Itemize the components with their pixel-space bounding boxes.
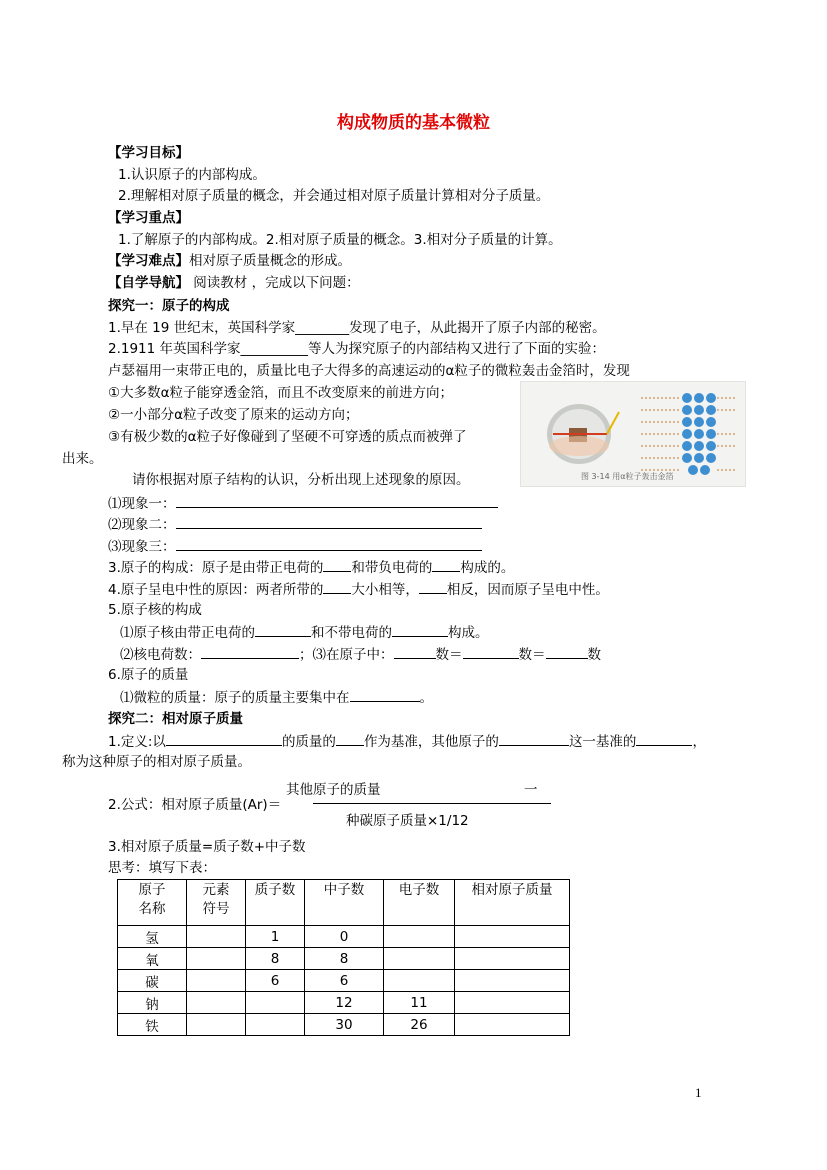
table-cell: 26	[384, 1014, 455, 1036]
key-points-heading: 【学习重点】	[108, 210, 189, 226]
answer-blank[interactable]	[636, 731, 692, 746]
phenomenon-3: ⑶现象三：	[108, 536, 482, 557]
answer-blank[interactable]	[176, 536, 482, 551]
observation-3-end: 出来。	[62, 451, 103, 467]
table-cell: 0	[305, 926, 384, 948]
answer-blank[interactable]	[336, 731, 364, 746]
answer-blank[interactable]	[499, 731, 569, 746]
answer-blank[interactable]	[546, 644, 588, 659]
table-row	[118, 970, 570, 992]
observation-2: ②一小部分α粒子改变了原来的运动方向；	[108, 407, 359, 423]
table-cell: 氢	[118, 926, 187, 948]
table-cell[interactable]	[384, 970, 455, 992]
table-cell[interactable]	[187, 970, 246, 992]
table-cell: 铁	[118, 1014, 187, 1036]
table-row	[118, 926, 570, 948]
answer-blank[interactable]	[166, 731, 282, 746]
table-cell[interactable]	[455, 992, 570, 1014]
table-cell: 6	[246, 970, 305, 992]
table-cell[interactable]	[187, 926, 246, 948]
analyze-prompt: 请你根据对原子结构的认识，分析出现上述现象的原因。	[132, 472, 470, 488]
phenomenon-1: ⑴现象一：	[108, 493, 498, 514]
figure-caption: 图 3-14 用α粒子轰击金箔	[581, 472, 674, 481]
table-cell: 30	[305, 1014, 384, 1036]
page-number: 1	[695, 1085, 702, 1100]
question-2-experiment: 卢瑟福用一束带正电的，质量比电子大得多的高速运动的α粒子的微粒轰击金箔时，发现	[108, 363, 630, 379]
answer-blank[interactable]	[419, 579, 447, 594]
observation-3: ③有极少数的α粒子好像碰到了坚硬不可穿透的质点而被弹了	[108, 429, 467, 445]
answer-blank[interactable]	[392, 622, 448, 637]
definition: 1.定义:以 的质量的 作为基准，其他原子的 这一基准的 ，	[108, 731, 706, 752]
definition-end: 称为这种原子的相对原子质量。	[62, 754, 251, 770]
fraction-line	[313, 803, 551, 804]
question-5-1: ⑴原子核由带正电荷的 和不带电荷的 构成。	[120, 622, 489, 643]
table-row	[118, 992, 570, 1014]
question-5-2: ⑵核电荷数： ；⑶在原子中： 数＝ 数＝ 数	[120, 644, 601, 665]
answer-blank[interactable]	[323, 579, 351, 594]
table-cell: 11	[384, 992, 455, 1014]
formula-denominator: 种碳原子质量×1/12	[346, 813, 469, 829]
header-cell: 质子数	[246, 880, 305, 926]
question-6: 6.原子的质量	[108, 667, 189, 683]
goals-heading: 【学习目标】	[108, 145, 189, 161]
table-cell[interactable]	[455, 1014, 570, 1036]
observation-1: ①大多数α粒子能穿透金箔，而且不改变原来的前进方向；	[108, 385, 454, 401]
answer-blank[interactable]	[176, 493, 498, 508]
table-cell[interactable]	[455, 948, 570, 970]
table-cell: 钠	[118, 992, 187, 1014]
answer-blank[interactable]	[201, 644, 299, 659]
difficulty-line: 【学习难点】相对原子质量概念的形成。	[108, 253, 351, 269]
question-3: 3.原子的构成：原子是由带正电荷的 和带负电荷的 构成的。	[108, 557, 514, 578]
header-cell: 相对原子质量	[455, 880, 570, 926]
formula-numerator: 其他原子的质量	[286, 782, 381, 798]
page-title: 构成物质的基本微粒	[337, 113, 490, 133]
explore2-heading: 探究二：相对原子质量	[108, 711, 243, 727]
key-points-text: 1.了解原子的内部构成。2.相对原子质量的概念。3.相对分子质量的计算。	[118, 232, 562, 248]
table-cell[interactable]	[384, 926, 455, 948]
header-cell: 电子数	[384, 880, 455, 926]
header-cell: 原子 名称	[118, 880, 187, 926]
answer-blank[interactable]	[323, 557, 351, 572]
table-cell[interactable]	[246, 1014, 305, 1036]
question-6-1: ⑴微粒的质量：原子的质量主要集中在 。	[120, 687, 433, 708]
question-5: 5.原子核的构成	[108, 602, 202, 618]
answer-blank[interactable]	[432, 557, 460, 572]
header-cell: 中子数	[305, 880, 384, 926]
question-1: 1.早在 19 世纪末，英国科学家________发现了电子，从此揭开了原子内部的秘密。	[108, 320, 606, 336]
table-cell[interactable]	[187, 948, 246, 970]
table-cell: 氧	[118, 948, 187, 970]
goal-item: 1.认识原子的内部构成。	[118, 167, 266, 183]
table-row	[118, 948, 570, 970]
table-cell[interactable]	[455, 926, 570, 948]
table-cell: 12	[305, 992, 384, 1014]
table-cell[interactable]	[187, 1014, 246, 1036]
table-cell: 1	[246, 926, 305, 948]
answer-blank[interactable]	[394, 644, 436, 659]
table-cell: 8	[305, 948, 384, 970]
header-cell: 元素 符号	[187, 880, 246, 926]
table-cell[interactable]	[246, 992, 305, 1014]
formula-dash: 一	[524, 782, 538, 798]
table-cell: 8	[246, 948, 305, 970]
table-cell[interactable]	[384, 948, 455, 970]
answer-blank[interactable]	[255, 622, 311, 637]
answer-blank[interactable]	[463, 644, 519, 659]
atom-table	[117, 879, 570, 1036]
table-row	[118, 1014, 570, 1036]
question-2: 2.1911 年英国科学家__________等人为探究原子的内部结构又进行了下面的实验：	[108, 341, 606, 357]
self-study-line: 【自学导航】 阅读教材 ，完成以下问题：	[108, 275, 360, 291]
goal-item: 2.理解相对原子质量的概念，并会通过相对原子质量计算相对分子质量。	[118, 188, 550, 204]
formula-mass-number: 3.相对原子质量=质子数+中子数	[108, 839, 306, 855]
answer-blank[interactable]	[176, 514, 482, 529]
think-prompt: 思考：填写下表：	[108, 860, 216, 876]
answer-blank[interactable]	[350, 687, 420, 702]
explore1-heading: 探究一：原子的构成	[108, 298, 230, 314]
table-cell[interactable]	[455, 970, 570, 992]
table-cell: 碳	[118, 970, 187, 992]
phenomenon-2: ⑵现象二：	[108, 514, 482, 535]
table-cell[interactable]	[187, 992, 246, 1014]
table-header-row	[118, 880, 570, 926]
question-4: 4.原子呈电中性的原因：两者所带的 大小相等， 相反，因而原子呈电中性。	[108, 579, 609, 600]
gold-foil-experiment-image	[520, 381, 746, 487]
formula-label: 2.公式：相对原子质量(Ar)＝	[108, 797, 282, 813]
table-cell: 6	[305, 970, 384, 992]
